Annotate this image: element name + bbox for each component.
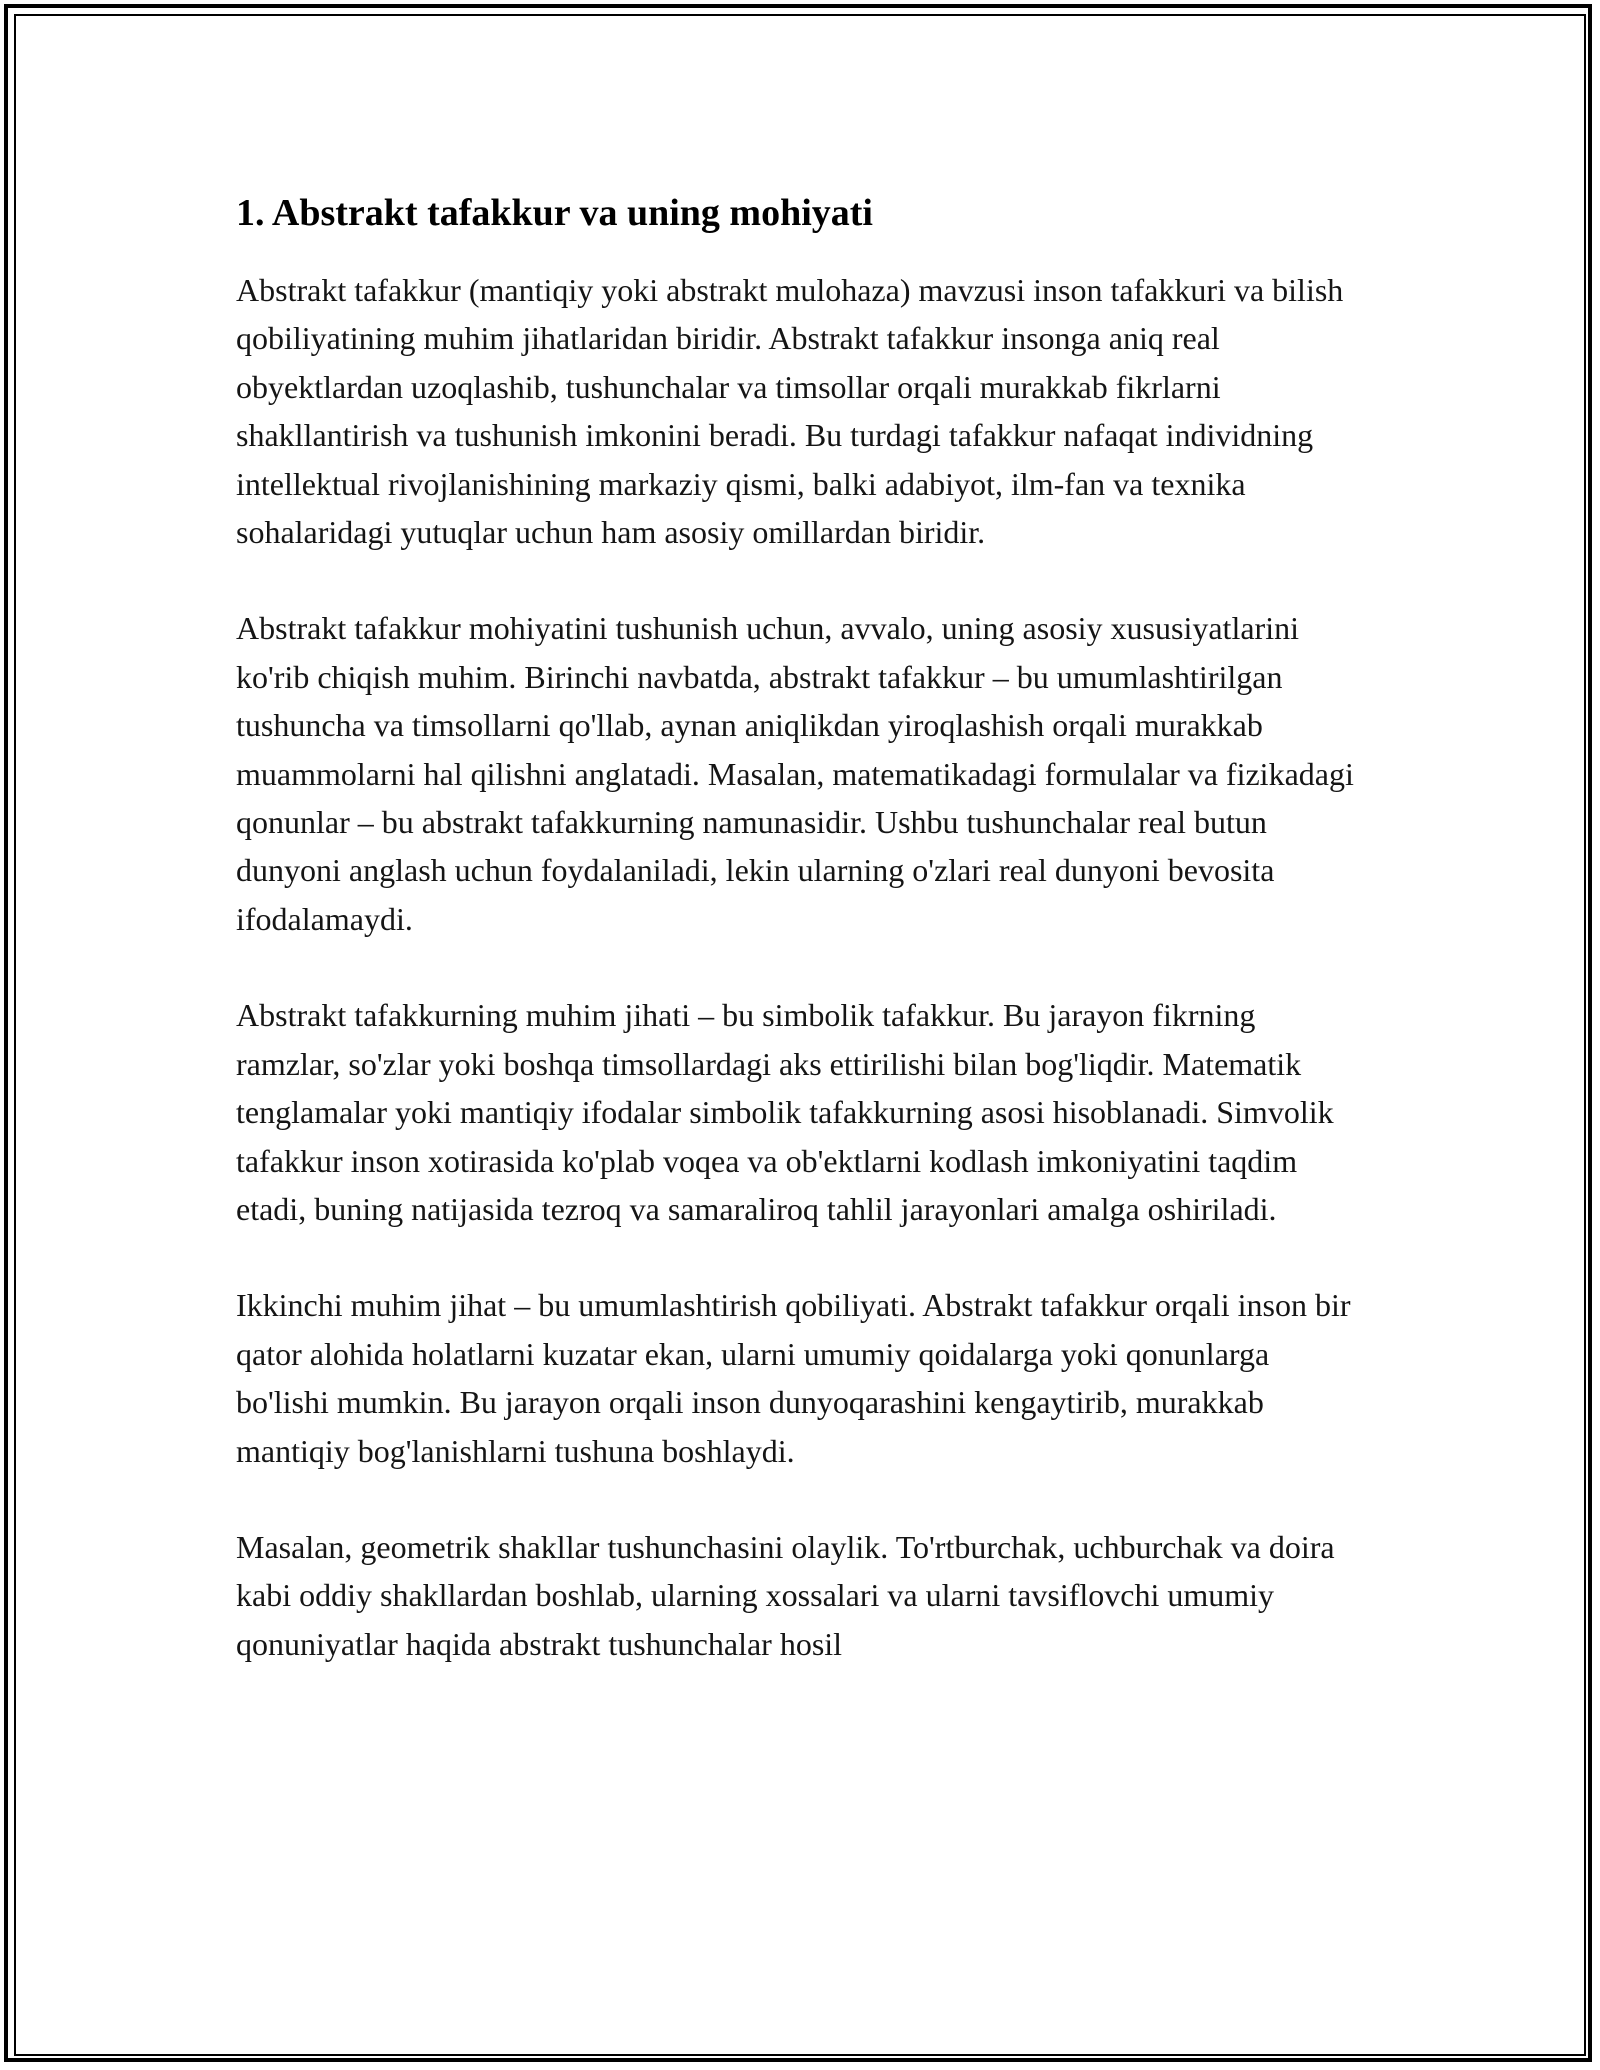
document-body bbox=[236, 188, 1356, 1716]
paragraph-1: Abstrakt tafakkur (mantiqiy yoki abstrakt mulohaza) mavzusi inson tafakkuri va bilish qobiliyatining muhim jihatlaridan biridir. Abstrakt tafakkur insonga aniq real obyektlardan uzoqlashib, tushunchalar va timsollar orqali murakkab fikrlarni shakllantirish va tushunish imkonini beradi. Bu turdagi tafakkur nafaqat individning intellektual rivojlanishining markaziy qismi, balki adabiyot, ilm-fan va texnika sohalaridagi yutuqlar uchun ham asosiy omillardan biridir. bbox=[236, 272, 1344, 551]
paragraph-4: Ikkinchi muhim jihat – bu umumlashtirish qobiliyati. Abstrakt tafakkur orqali inson bir qator alohida holatlarni kuzatar ekan, ularni umumiy qoidalarga yoki qonunlarga bo'lishi mumkin. Bu jarayon orqali inson dunyoqarashini kengaytirib, murakkab mantiqiy bog'lanishlarni tushuna boshlaydi. bbox=[236, 1287, 1351, 1469]
paragraph-5: Masalan, geometrik shakllar tushunchasini olaylik. To'rtburchak, uchburchak va doira kabi oddiy shakllardan boshlab, ularning xossalari va ularni tavsiflovchi umumiy qonuniyatlar haqida abstrakt tushunchalar hosil bbox=[236, 1528, 1335, 1662]
paragraph-2: Abstrakt tafakkur mohiyatini tushunish uchun, avvalo, uning asosiy xususiyatlarini ko'rib chiqish muhim. Birinchi navbatda, abstrakt tafakkur – bu umumlashtirilgan tushuncha va timsollarni qo'llab, aynan aniqlikdan yiroqlashish orqali murakkab muammolarni hal qilishni anglatadi. Masalan, matematikadagi formulalar va fizikadagi qonunlar – bu abstrakt tafakkurning namunasidir. Ushbu tushunchalar real butun dunyoni anglash uchun foydalaniladi, lekin ularning o'zlari real dunyoni bevosita ifodalamaydi. bbox=[236, 610, 1354, 937]
section-heading: 1. Abstrakt tafakkur va uning mohiyati bbox=[236, 192, 873, 234]
paragraph-3: Abstrakt tafakkurning muhim jihati – bu simbolik tafakkur. Bu jarayon fikrning ramzlar, so'zlar yoki boshqa timsollardagi aks ettirilishi bilan bog'liqdir. Matematik tenglamalar yoki mantiqiy ifodalar simbolik tafakkurning asosi hisoblanadi. Simvolik tafakkur inson xotirasida ko'plab voqea va ob'ektlarni kodlash imkoniyatini taqdim etadi, buning natijasida tezroq va samaraliroq tahlil jarayonlari amalga oshiriladi. bbox=[236, 997, 1334, 1227]
